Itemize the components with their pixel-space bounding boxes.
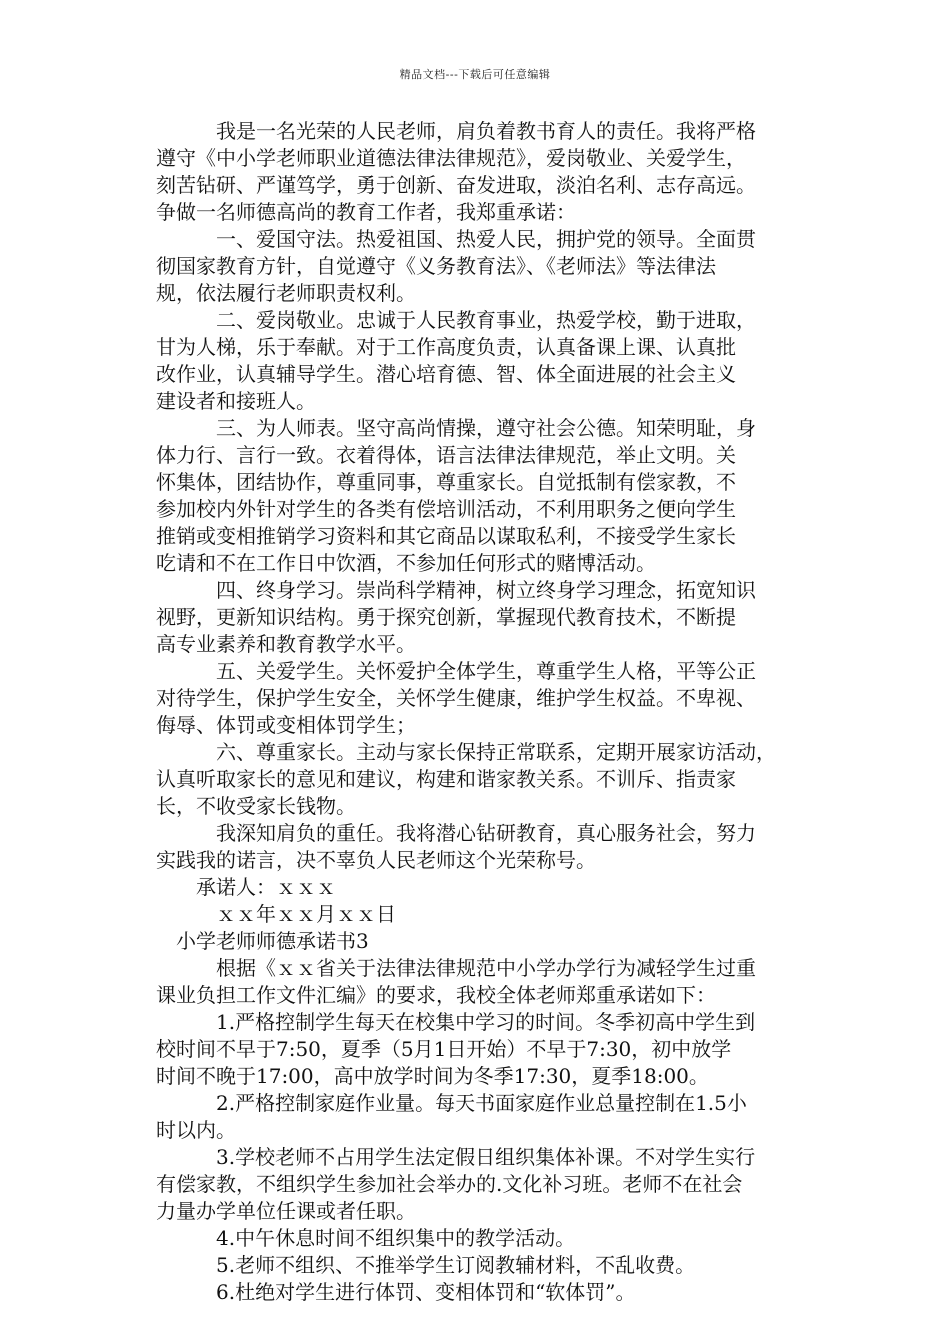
text-line: 视野，更新知识结构。勇于探究创新，掌握现代教育技术，不断提 — [156, 605, 736, 629]
text-line: 校时间不早于7:50，夏季（5月1日开始）不早于7:30，初中放学 — [156, 1037, 732, 1061]
text-line: 对待学生，保护学生安全，关怀学生健康，维护学生权益。不卑视、 — [156, 686, 756, 710]
text-line: 根据《ｘｘ省关于法律法律规范中小学办学行为减轻学生过重 — [156, 956, 756, 980]
text-line: 侮辱、体罚或变相体罚学生； — [156, 713, 416, 737]
text-line: 高专业素养和教育教学水平。 — [156, 632, 416, 656]
text-line: 三、为人师表。坚守高尚情操，遵守社会公德。知荣明耻，身 — [156, 416, 756, 440]
text-line: ｘｘ年ｘｘ月ｘｘ日 — [156, 902, 396, 926]
text-line: 我是一名光荣的人民老师，肩负着教书育人的责任。我将严格 — [156, 119, 756, 143]
text-line: 遵守《中小学老师职业道德法律法律规范》，爱岗敬业、关爱学生， — [156, 146, 746, 170]
text-line: 甘为人梯，乐于奉献。对于工作高度负责，认真备课上课、认真批 — [156, 335, 736, 359]
document-body — [156, 118, 806, 1306]
text-line: 刻苦钻研、严谨笃学，勇于创新、奋发进取，淡泊名利、志存高远。 — [156, 173, 756, 197]
text-line: 我深知肩负的重任。我将潜心钻研教育，真心服务社会，努力 — [156, 821, 756, 845]
text-line: 4.中午休息时间不组织集中的教学活动。 — [156, 1226, 576, 1250]
text-line: 二、爱岗敬业。忠诚于人民教育事业，热爱学校，勤于进取， — [156, 308, 756, 332]
text-line: 承诺人：ｘｘｘ — [156, 875, 336, 899]
text-line: 参加校内外针对学生的各类有偿培训活动，不利用职务之便向学生 — [156, 497, 736, 521]
text-line: 时以内。 — [156, 1118, 236, 1142]
text-line: 四、终身学习。崇尚科学精神，树立终身学习理念，拓宽知识 — [156, 578, 756, 602]
text-line: 实践我的诺言，决不辜负人民老师这个光荣称号。 — [156, 848, 596, 872]
text-line: 建设者和接班人。 — [156, 389, 316, 413]
text-line: 课业负担工作文件汇编》的要求，我校全体老师郑重承诺如下： — [156, 983, 716, 1007]
text-line: 5.老师不组织、不推举学生订阅教辅材料，不乱收费。 — [156, 1253, 696, 1277]
text-line: 3.学校老师不占用学生法定假日组织集体补课。不对学生实行 — [156, 1145, 756, 1169]
text-line: 规，依法履行老师职责权利。 — [156, 281, 416, 305]
text-line: 推销或变相推销学习资料和其它商品以谋取私利，不接受学生家长 — [156, 524, 736, 548]
text-line: 怀集体，团结协作，尊重同事，尊重家长。自觉抵制有偿家教，不 — [156, 470, 736, 494]
text-line: 1.严格控制学生每天在校集中学习的时间。冬季初高中学生到 — [156, 1010, 756, 1034]
page-header: 精品文档---下载后可任意编辑 — [399, 68, 551, 81]
text-line: 五、关爱学生。关怀爱护全体学生，尊重学生人格，平等公正 — [156, 659, 756, 683]
text-line: 彻国家教育方针，自觉遵守《义务教育法》、《老师法》等法律法 — [156, 254, 716, 278]
text-line: 体力行、言行一致。衣着得体，语言法律法律规范，举止文明。关 — [156, 443, 736, 467]
text-line: 有偿家教，不组织学生参加社会举办的.文化补习班。老师不在社会 — [156, 1172, 743, 1196]
text-line: 认真听取家长的意见和建议，构建和谐家教关系。不训斥、指责家 — [156, 767, 736, 791]
section-title: 小学老师师德承诺书3 — [156, 929, 369, 953]
text-line: 吃请和不在工作日中饮酒，不参加任何形式的赌博活动。 — [156, 551, 656, 575]
text-line: 2.严格控制家庭作业量。每天书面家庭作业总量控制在1.5小 — [156, 1091, 747, 1115]
text-line: 时间不晚于17:00，高中放学时间为冬季17:30，夏季18:00。 — [156, 1064, 709, 1088]
text-line: 改作业，认真辅导学生。潜心培育德、智、体全面进展的社会主义 — [156, 362, 736, 386]
text-line: 一、爱国守法。热爱祖国、热爱人民，拥护党的领导。全面贯 — [156, 227, 756, 251]
text-line: 长，不收受家长钱物。 — [156, 794, 356, 818]
text-line: 6.杜绝对学生进行体罚、变相体罚和“软体罚”。 — [156, 1280, 636, 1304]
text-line: 六、尊重家长。主动与家长保持正常联系，定期开展家访活动， — [156, 740, 776, 764]
text-line: 力量办学单位任课或者任职。 — [156, 1199, 416, 1223]
text-line: 争做一名师德高尚的教育工作者，我郑重承诺： — [156, 200, 576, 224]
